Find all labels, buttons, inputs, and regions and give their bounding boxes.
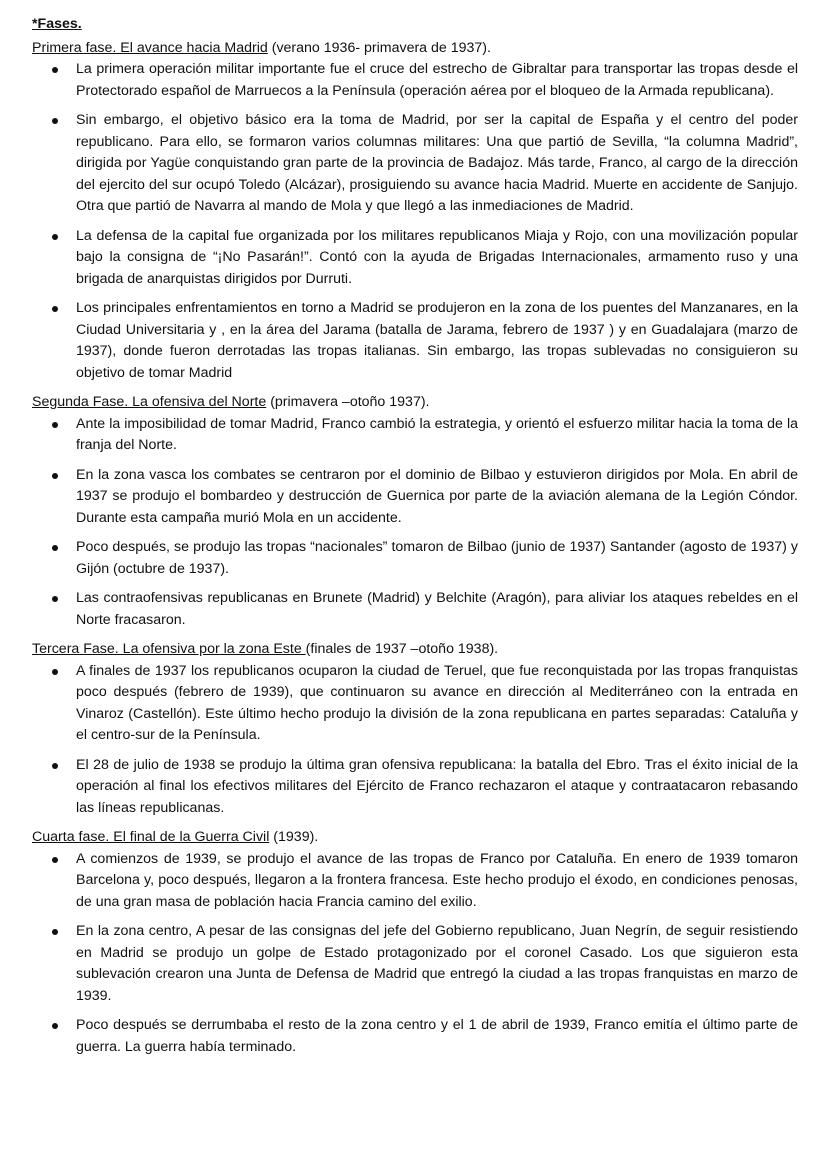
bullet-item xyxy=(32,849,798,914)
section-heading-line xyxy=(32,639,798,661)
document-title: *Fases. xyxy=(32,16,82,32)
bullet-dot-icon xyxy=(52,67,58,73)
bullet-list xyxy=(32,849,798,1059)
bullet-text: Las contraofensivas republicanas en Brunete (Madrid) y Belchite (Aragón), para aliviar los ataques rebeldes en el Norte fracasaron. xyxy=(76,590,798,628)
bullet-text: En la zona vasca los combates se centraron por el dominio de Bilbao y estuvieron dirigidos por Mola. En abril de 1937 se produjo el bombardeo y destrucción de Guernica por parte de la aviación alemana de la Legión Cóndor. Durante esta campaña murió Mola en un accidente. xyxy=(76,466,798,526)
bullet-item xyxy=(32,537,798,580)
bullet-text: La defensa de la capital fue organizada por los militares republicanos Miaja y Rojo, con una movilización popular bajo la consigna de “¡No Pasarán!”. Contó con la ayuda de Brigadas Internacionales, armamento ruso y una brigada de anarquistas dirigidos por Durruti. xyxy=(76,227,798,287)
section-period: (1939). xyxy=(269,829,319,845)
section-heading: Primera fase. El avance hacia Madrid xyxy=(32,39,268,56)
bullet-list xyxy=(32,661,798,820)
bullet-text: Ante la imposibilidad de tomar Madrid, Franco cambió la estrategia, y orientó el esfuerzo militar hacia la toma de la franja del Norte. xyxy=(76,415,798,453)
bullet-item xyxy=(32,465,798,530)
bullet-dot-icon xyxy=(52,473,58,479)
bullet-dot-icon xyxy=(52,234,58,240)
bullet-text: El 28 de julio de 1938 se produjo la última gran ofensiva republicana: la batalla del Ebro. Tras el éxito inicial de la operación al final los efectivos militares del Ejército de Franco rechazaron el ataque y contraatacaron rebasando las líneas republicanas. xyxy=(76,756,798,816)
bullet-item xyxy=(32,110,798,218)
section-segunda-fase xyxy=(32,392,798,631)
section-cuarta-fase xyxy=(32,827,798,1058)
section-period: (finales de 1937 –otoño 1938). xyxy=(305,641,499,657)
bullet-list xyxy=(32,414,798,632)
bullet-item xyxy=(32,755,798,820)
bullet-dot-icon xyxy=(52,669,58,675)
bullet-dot-icon xyxy=(52,118,58,124)
bullet-dot-icon xyxy=(52,306,58,312)
bullet-text: Sin embargo, el objetivo básico era la toma de Madrid, por ser la capital de España y el centro del poder republicano. Para ello, se formaron varios columnas militares: Una que partió de Sevilla, “la columna Madrid”, dirigida por Yagüe conquistando gran parte de la provincia de Badajoz. Más tarde, Franco, al cargo de la dirección del ejercito del sur ocupó Toledo (Alcázar), prosiguiendo su avance hacia Madrid. Muerte en accidente de Sanjujo. Otra que partió de Navarra al mando de Mola y que llegó a las inmediaciones de Madrid. xyxy=(76,112,798,214)
bullet-text: La primera operación militar importante fue el cruce del estrecho de Gibraltar para transportar las tropas desde el Protectorado español de Marruecos a la Península (operación aérea por el bloqueo de la Armada republicana). xyxy=(76,61,798,99)
document-page xyxy=(32,14,798,1066)
section-period: (verano 1936- primavera de 1937). xyxy=(267,39,491,56)
bullet-dot-icon xyxy=(52,857,58,863)
bullet-item xyxy=(32,1015,798,1058)
bullet-item xyxy=(32,59,798,102)
bullet-text: A comienzos de 1939, se produjo el avance de las tropas de Franco por Cataluña. En enero de 1939 tomaron Barcelona y, poco después, llegaron a la frontera francesa. Este hecho produjo el éxodo, en condiciones penosas, de una gran masa de población hacia Francia camino del exilio. xyxy=(76,850,798,910)
bullet-item xyxy=(32,414,798,457)
bullet-dot-icon xyxy=(52,929,58,935)
section-period: (primavera –otoño 1937). xyxy=(266,394,430,410)
bullet-text: Poco después se derrumbaba el resto de la zona centro y el 1 de abril de 1939, Franco emitía el último parte de guerra. La guerra había terminado. xyxy=(76,1017,798,1055)
bullet-item xyxy=(32,298,798,384)
section-heading-line xyxy=(32,827,798,849)
bullet-text: Poco después, se produjo las tropas “nacionales” tomaron de Bilbao (junio de 1937) Santander (agosto de 1937) y Gijón (octubre de 1937). xyxy=(76,539,798,577)
bullet-dot-icon xyxy=(52,422,58,428)
bullet-dot-icon xyxy=(52,545,58,551)
section-tercera-fase xyxy=(32,639,798,819)
section-heading: Tercera Fase. La ofensiva por la zona Este xyxy=(32,641,306,657)
bullet-dot-icon xyxy=(52,1023,58,1029)
bullet-list xyxy=(32,59,798,384)
bullet-dot-icon xyxy=(52,596,58,602)
section-heading: Segunda Fase. La ofensiva del Norte xyxy=(32,394,267,410)
bullet-text: A finales de 1937 los republicanos ocuparon la ciudad de Teruel, que fue reconquistada por las tropas franquistas poco después (febrero de 1939), que continuaron su avance en dirección al Mediterráneo con la entrada en Vinaroz (Castellón). Este último hecho produjo la división de la zona republicana en partes separadas: Cataluña y el centro-sur de la Península. xyxy=(76,662,798,743)
bullet-text: En la zona centro, A pesar de las consignas del jefe del Gobierno republicano, Juan Negrín, de seguir resistiendo en Madrid se produjo un golpe de Estado protagonizado por el coronel Casado. Los que siguieron esta sublevación crearon una Junta de Defensa de Madrid que entregó la ciudad a las tropas franquistas en marzo de 1939. xyxy=(76,923,798,1004)
bullet-item xyxy=(32,661,798,747)
bullet-item xyxy=(32,921,798,1007)
bullet-dot-icon xyxy=(52,763,58,769)
section-heading-line xyxy=(32,38,798,60)
section-primera-fase xyxy=(32,38,798,385)
bullet-item xyxy=(32,588,798,631)
section-heading: Cuarta fase. El final de la Guerra Civil xyxy=(32,829,270,845)
section-heading-line xyxy=(32,392,798,414)
bullet-item xyxy=(32,226,798,291)
bullet-text: Los principales enfrentamientos en torno a Madrid se produjeron en la zona de los puentes del Manzanares, en la Ciudad Universitaria y , en la área del Jarama (batalla de Jarama, febrero de 1937 ) y en Guadalajara (marzo de 1937), donde fueron derrotadas las tropas italianas. Sin embargo, las tropas sublevadas no consiguieron su objetivo de tomar Madrid xyxy=(76,300,798,381)
